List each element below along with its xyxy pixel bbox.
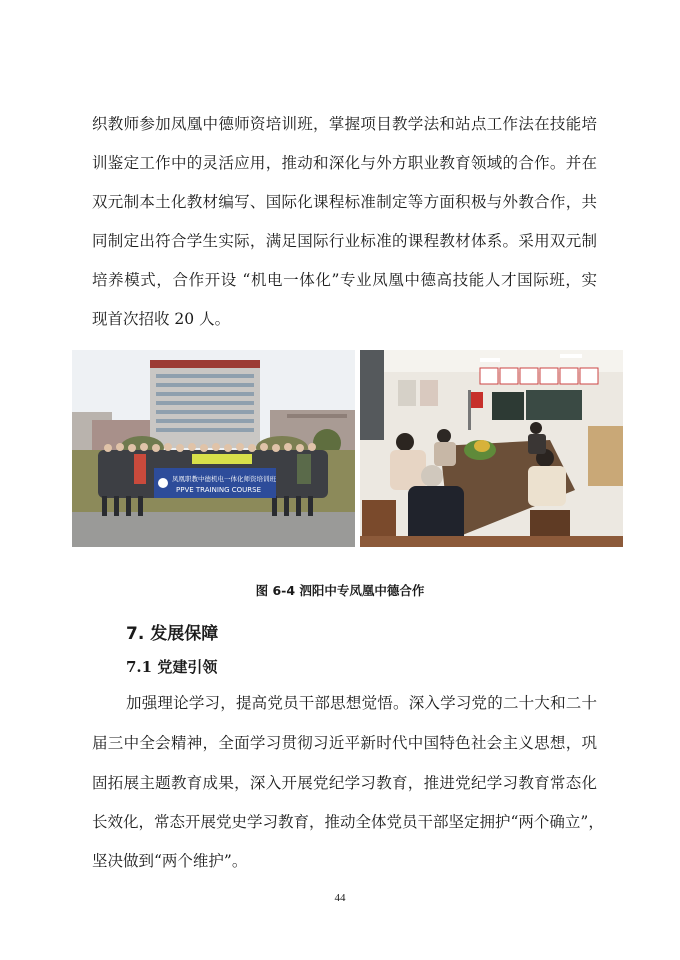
section-heading: 7. 发展保障 — [126, 624, 219, 644]
body-text-line: 加强理论学习，提高党员干部思想觉悟。深入学习党的二十大和二十 — [126, 694, 597, 712]
body-text-line: 培养模式，合作开设 “机电一体化”专业凤凰中德高技能人才国际班，实 — [92, 271, 597, 289]
body-text-line: 长效化，常态开展党史学习教育，推动全体党员干部坚定拥护“两个确立”， — [92, 813, 604, 831]
meeting-photo — [360, 350, 623, 547]
body-text-line: 训鉴定工作中的灵活应用，推动和深化与外方职业教育领域的合作。并在 — [92, 154, 597, 172]
body-text-line: 织教师参加凤凰中德师资培训班，掌握项目教学法和站点工作法在技能培 — [92, 115, 597, 133]
page-number: 44 — [334, 892, 346, 904]
body-text-line: 固拓展主题教育成果，深入开展党纪学习教育，推进党纪学习教育常态化 — [92, 774, 597, 792]
group-photo — [72, 350, 355, 547]
subsection-heading: 7.1 党建引领 — [126, 658, 218, 676]
banner-subtitle: PPVE TRAINING COURSE — [176, 486, 262, 494]
banner-title: 凤凰职教中德机电一体化师资培训班 — [172, 475, 276, 483]
body-text-line: 届三中全会精神，全面学习贯彻习近平新时代中国特色社会主义思想，巩 — [92, 734, 597, 752]
figure-caption: 图 6-4 泗阳中专凤凰中德合作 — [255, 583, 425, 598]
body-text-line: 同制定出符合学生实际，满足国际行业标准的课程教材体系。采用双元制 — [92, 232, 597, 250]
body-text-line: 坚决做到“两个维护”。 — [92, 852, 248, 870]
body-text-line: 现首次招收 20 人。 — [92, 310, 231, 328]
body-text-line: 双元制本土化教材编写、国际化课程标准制定等方面积极与外教合作，共 — [92, 193, 597, 211]
